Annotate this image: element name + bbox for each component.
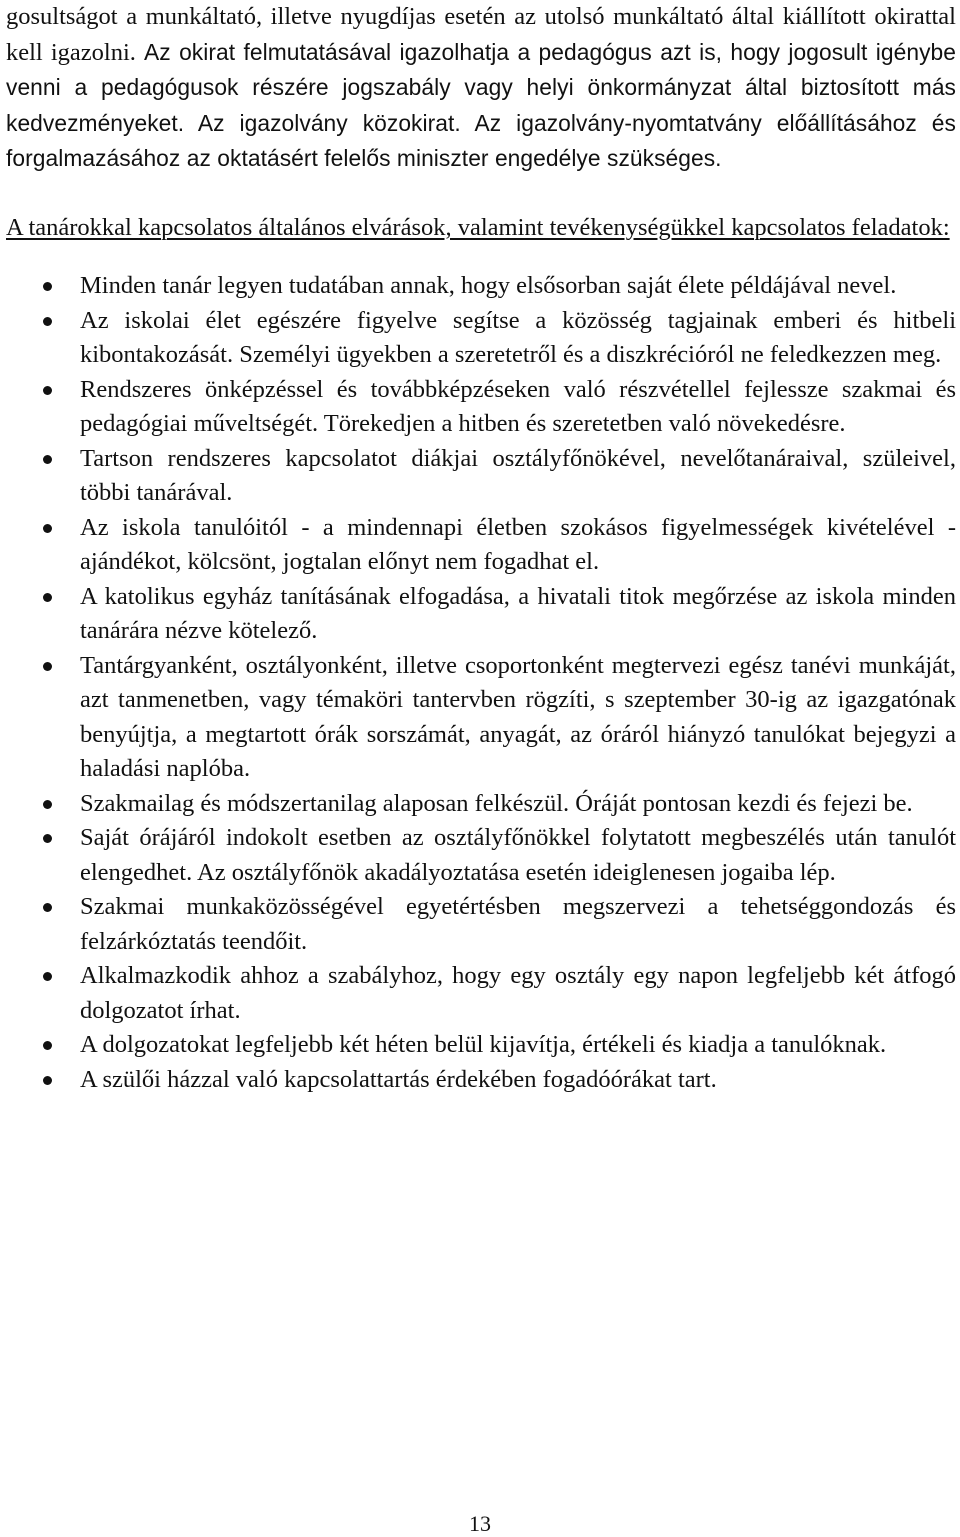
list-item-text: Minden tanár legyen tudatában annak, hogy elsősorban saját élete példájával nevel. [80, 272, 897, 299]
list-item [6, 511, 956, 580]
list-item [6, 649, 956, 787]
list-item [6, 821, 956, 890]
list-item-text: Szakmailag és módszertanilag alaposan felkészül. Óráját pontosan kezdi és fejezi be. [80, 789, 913, 817]
bullet-icon [43, 317, 52, 326]
list-item-text: Rendszeres önképzéssel és továbbképzéseken való részvétellel fejlessze szakmai és pedagógiai műveltségét. Törekedjen a hitben és szeretetben való növekedésre. [80, 375, 956, 437]
document-page [6, 0, 956, 1097]
list-item-text: A dolgozatokat legfeljebb két héten belül kijavítja, értékeli és kiadja a tanulóknak. [80, 1031, 887, 1058]
bullet-icon [43, 1041, 52, 1050]
bullet-icon [43, 524, 52, 533]
bullet-icon [43, 1076, 52, 1085]
intro-sans-text: Az okirat felmutatásával igazolhatja a pedagógus azt is, hogy jogosult igénybe venni a pedagógusok részére jogszabály vagy helyi önkormányzat által biztosított más kedvezményeket. Az igazolvány közokirat. Az igazolvány-nyomtatvány előállításához és forgalmazásához az oktatásért felelős miniszter engedélye szükséges. [6, 38, 956, 171]
expectations-list [6, 269, 956, 1097]
list-item-text: Tantárgyanként, osztályonként, illetve csoportonként megtervezi egész tanévi munkáját, azt tanmenetben, vagy témaköri tantervben rögzíti, s szeptember 30-ig az igazgatónak benyújtja, a megtartott órák sorszámát, anyagát, az óráról hiányzó tanulókat bejegyzi a haladási naplóba. [80, 651, 956, 782]
list-item-text: Tartson rendszeres kapcsolatot diákjai osztályfőnökével, nevelőtanáraival, szüleivel, többi tanárával. [80, 444, 956, 506]
intro-serif-text: gosultságot a munkáltató, illetve nyugdíjas esetén az utolsó munkáltató által kiállított okirattal kell igazolni. [6, 3, 956, 66]
bullet-icon [43, 800, 52, 809]
list-item [6, 304, 956, 373]
list-item-text: Az iskola tanulóitól - a mindennapi életben szokásos figyelmességek kivételével - ajándékot, kölcsönt, jogtalan előnyt nem fogadhat el. [80, 513, 956, 575]
bullet-icon [43, 455, 52, 464]
list-item [6, 1063, 956, 1098]
list-item [6, 787, 956, 822]
bullet-icon [43, 972, 52, 981]
list-item [6, 269, 956, 304]
list-item [6, 373, 956, 442]
list-item [6, 580, 956, 649]
list-item-text: Az iskolai élet egészére figyelve segítse a közösség tagjainak emberi és hitbeli kibontakozását. Személyi ügyekben a szeretetről és a diszkrécióról ne feledkezzen meg. [80, 306, 956, 368]
bullet-icon [43, 834, 52, 843]
list-item-text: A szülői házzal való kapcsolattartás érdekében fogadóórákat tart. [80, 1065, 717, 1093]
bullet-icon [43, 593, 52, 602]
bullet-icon [43, 386, 52, 395]
list-item-text: A katolikus egyház tanításának elfogadása, a hivatali titok megőrzése az iskola minden tanárára nézve kötelező. [80, 582, 956, 644]
section-heading: A tanárokkal kapcsolatos általános elvárások, valamint tevékenységükkel kapcsolatos feladatok: [6, 213, 950, 241]
list-item-text: Alkalmazkodik ahhoz a szabályhoz, hogy egy osztály egy napon legfeljebb két átfogó dolgozatot írhat. [80, 962, 956, 1024]
bullet-icon [43, 662, 52, 671]
list-item-text: Saját órájáról indokolt esetben az osztályfőnökkel folytatott megbeszélés után tanulót elengedhet. Az osztályfőnök akadályoztatása esetén ideiglenesen jogaiba lép. [80, 824, 956, 886]
list-item-text: Szakmai munkaközösségével egyetértésben megszervezi a tehetséggondozás és felzárkóztatás teendőit. [80, 893, 956, 955]
list-item [6, 959, 956, 1028]
list-item [6, 890, 956, 959]
bullet-icon [43, 282, 52, 291]
list-item [6, 1028, 956, 1063]
page-number: 13 [469, 1511, 491, 1536]
list-item [6, 442, 956, 511]
bullet-icon [43, 903, 52, 912]
intro-paragraph [6, 0, 956, 177]
